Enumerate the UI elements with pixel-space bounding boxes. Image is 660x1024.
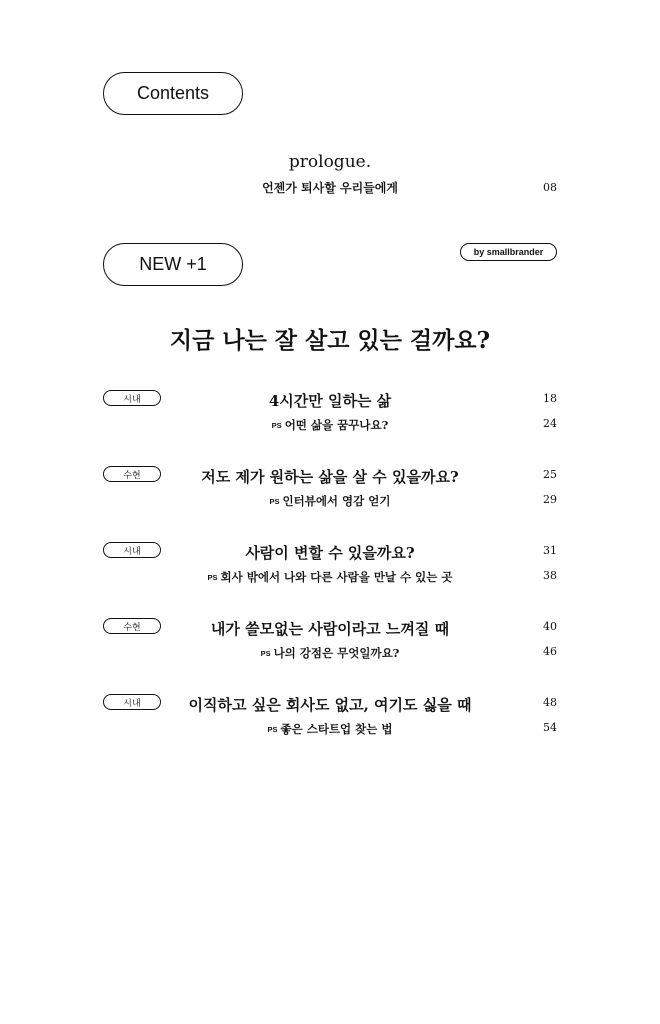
ps-page-number: 38	[543, 569, 557, 582]
chapter-page-number: 25	[543, 468, 557, 481]
ps-entry[interactable]	[170, 645, 490, 661]
ps-tag: PS	[269, 497, 280, 506]
ps-title: 나의 강점은 무엇일까요?	[273, 646, 400, 660]
author-badge: 수현	[103, 466, 161, 482]
ps-page-number: 29	[543, 493, 557, 506]
ps-tag: PS	[267, 725, 278, 734]
ps-page-number: 54	[543, 721, 557, 734]
ps-page-number: 46	[543, 645, 557, 658]
author-badge: 시내	[103, 694, 161, 710]
byline-badge: by smallbrander	[460, 243, 557, 261]
prologue-title[interactable]: 언젠가 퇴사할 우리들에게	[262, 181, 398, 195]
ps-title: 어떤 삶을 꿈꾸나요?	[284, 418, 389, 432]
chapter-page-number: 48	[543, 696, 557, 709]
ps-tag: PS	[260, 649, 271, 658]
ps-entry[interactable]	[170, 569, 490, 585]
author-badge: 수현	[103, 618, 161, 634]
chapter-title[interactable]: 이직하고 싶은 회사도 없고, 여기도 싫을 때	[188, 696, 472, 714]
chapter-title[interactable]: 사람이 변할 수 있을까요?	[245, 544, 415, 562]
ps-title: 인터뷰에서 영감 얻기	[282, 494, 391, 508]
prologue-page-number: 08	[543, 181, 557, 194]
chapter-title[interactable]: 내가 쓸모없는 사람이라고 느껴질 때	[210, 620, 450, 638]
ps-title: 회사 밖에서 나와 다른 사람을 만날 수 있는 곳	[220, 570, 453, 584]
ps-tag: PS	[207, 573, 218, 582]
contents-label: Contents	[103, 72, 243, 115]
ps-title: 좋은 스타트업 찾는 법	[280, 722, 393, 736]
author-badge: 시내	[103, 542, 161, 558]
new-label: NEW +1	[103, 243, 243, 286]
chapter-title[interactable]: 4시간만 일하는 삶	[268, 392, 392, 410]
chapter-page-number: 18	[543, 392, 557, 405]
ps-page-number: 24	[543, 417, 557, 430]
ps-tag: PS	[271, 421, 282, 430]
ps-entry[interactable]	[170, 417, 490, 433]
ps-entry[interactable]	[170, 493, 490, 509]
chapter-page-number: 40	[543, 620, 557, 633]
ps-entry[interactable]	[170, 721, 490, 737]
chapter-title[interactable]: 저도 제가 원하는 삶을 살 수 있을까요?	[201, 468, 459, 486]
chapter-page-number: 31	[543, 544, 557, 557]
author-badge: 시내	[103, 390, 161, 406]
prologue-heading: prologue.	[288, 152, 372, 172]
part-title: 지금 나는 잘 살고 있는 걸까요?	[169, 327, 491, 354]
